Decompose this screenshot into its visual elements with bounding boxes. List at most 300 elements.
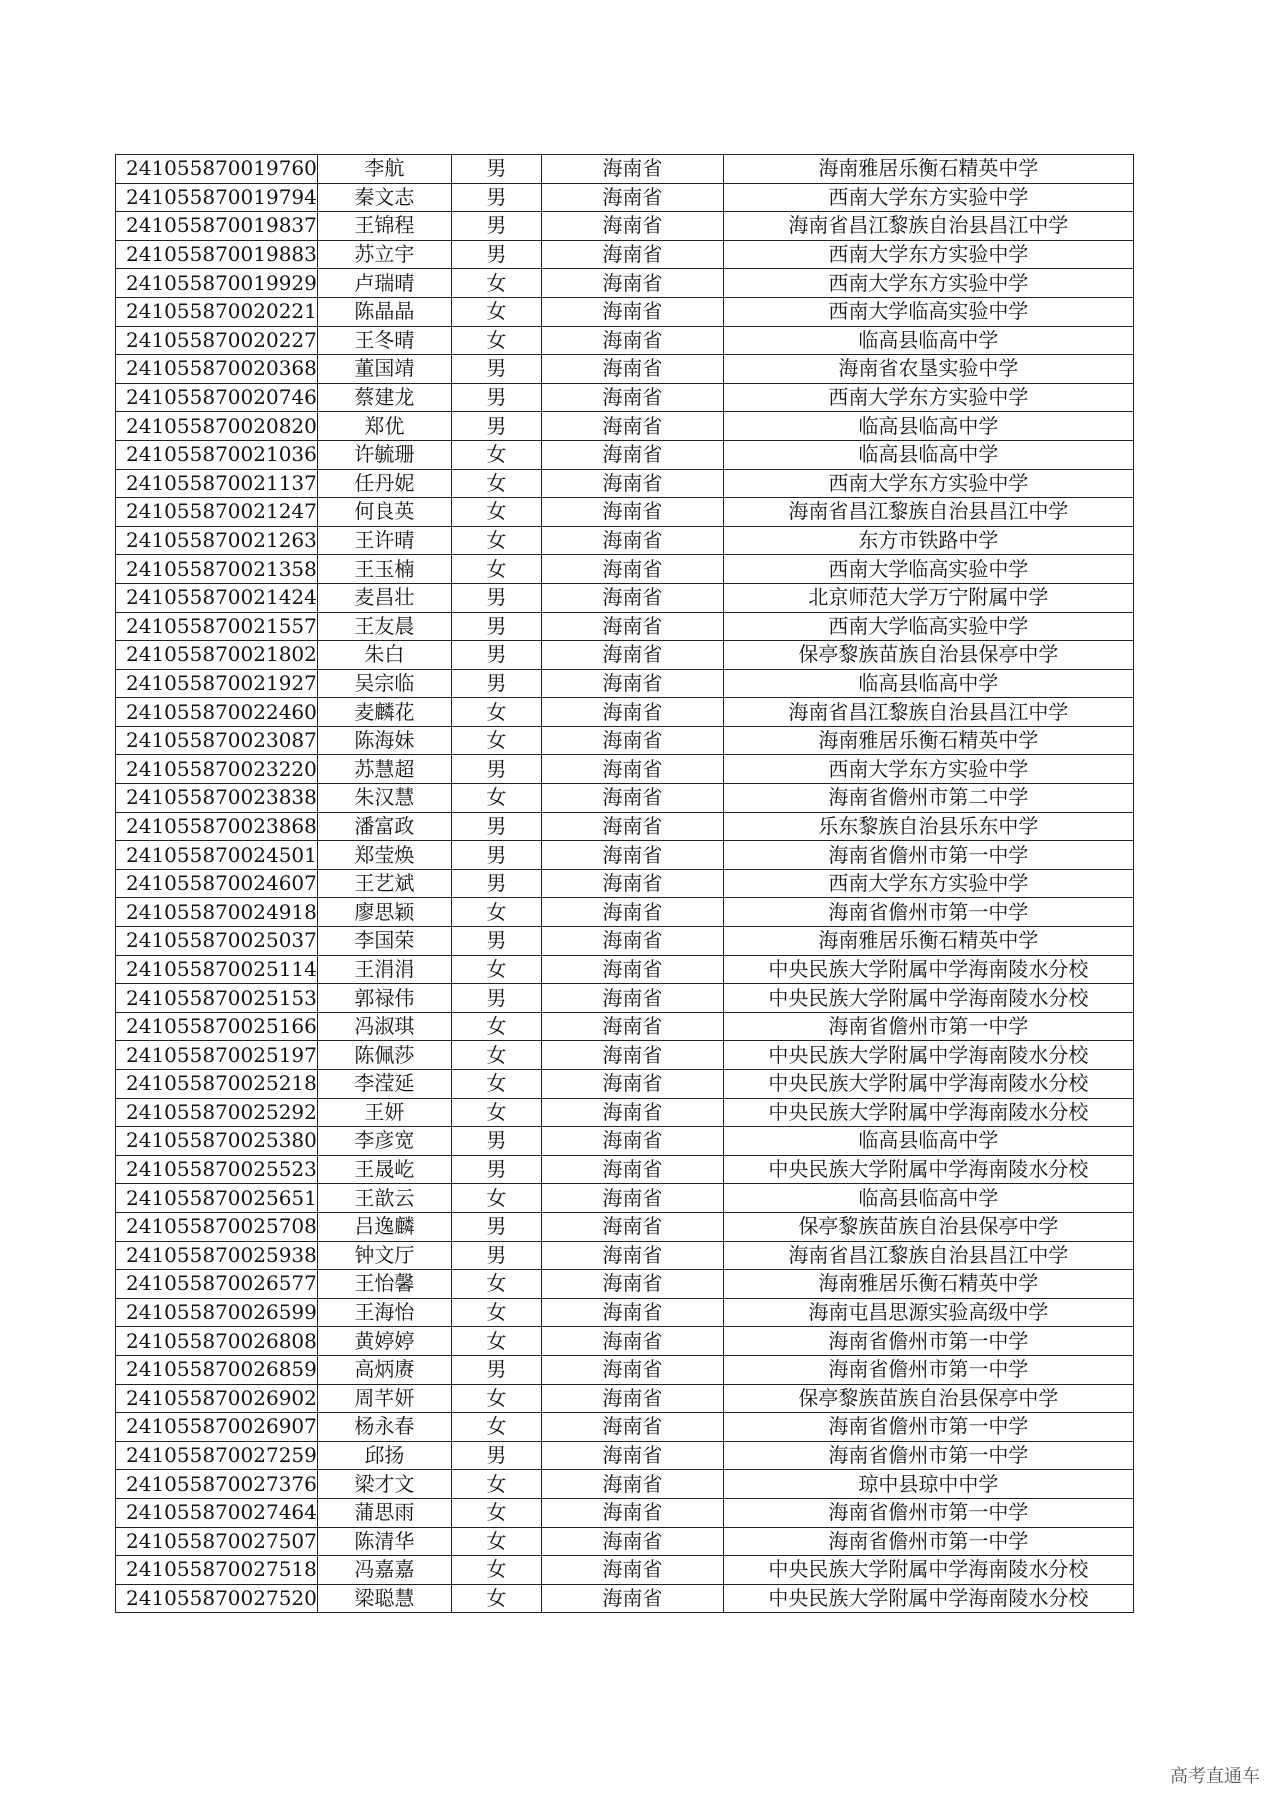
name-cell: 蔡建龙 xyxy=(317,383,451,412)
name-cell: 吴宗临 xyxy=(317,669,451,698)
school-cell: 海南雅居乐衡石精英中学 xyxy=(723,927,1133,956)
gender-cell: 男 xyxy=(451,240,541,269)
gender-cell: 男 xyxy=(451,1241,541,1270)
exam-id-cell: 241055870019760 xyxy=(116,155,318,184)
school-cell: 海南省儋州市第一中学 xyxy=(723,1413,1133,1442)
gender-cell: 女 xyxy=(451,1298,541,1327)
exam-id-cell: 241055870024607 xyxy=(116,869,318,898)
province-cell: 海南省 xyxy=(541,784,723,813)
table-row xyxy=(116,784,1134,813)
table-row xyxy=(116,383,1134,412)
province-cell: 海南省 xyxy=(541,1556,723,1585)
exam-id-cell: 241055870024501 xyxy=(116,841,318,870)
exam-id-cell: 241055870025708 xyxy=(116,1212,318,1241)
school-cell: 临高县临高中学 xyxy=(723,1127,1133,1156)
school-cell: 海南省昌江黎族自治县昌江中学 xyxy=(723,498,1133,527)
exam-id-cell: 241055870023087 xyxy=(116,726,318,755)
name-cell: 冯嘉嘉 xyxy=(317,1556,451,1585)
province-cell: 海南省 xyxy=(541,1127,723,1156)
gender-cell: 女 xyxy=(451,1584,541,1613)
exam-id-cell: 241055870022460 xyxy=(116,698,318,727)
name-cell: 潘富政 xyxy=(317,812,451,841)
table-row xyxy=(116,1355,1134,1384)
table-row xyxy=(116,412,1134,441)
table-row xyxy=(116,1155,1134,1184)
name-cell: 任丹妮 xyxy=(317,469,451,498)
gender-cell: 女 xyxy=(451,555,541,584)
school-cell: 中央民族大学附属中学海南陵水分校 xyxy=(723,1556,1133,1585)
province-cell: 海南省 xyxy=(541,212,723,241)
table-row xyxy=(116,755,1134,784)
province-cell: 海南省 xyxy=(541,927,723,956)
gender-cell: 男 xyxy=(451,1212,541,1241)
exam-id-cell: 241055870026808 xyxy=(116,1327,318,1356)
exam-id-cell: 241055870021247 xyxy=(116,498,318,527)
name-cell: 陈清华 xyxy=(317,1527,451,1556)
school-cell: 西南大学东方实验中学 xyxy=(723,469,1133,498)
exam-id-cell: 241055870021424 xyxy=(116,583,318,612)
table-row xyxy=(116,269,1134,298)
gender-cell: 男 xyxy=(451,155,541,184)
table-row xyxy=(116,1012,1134,1041)
table-row xyxy=(116,612,1134,641)
gender-cell: 女 xyxy=(451,1041,541,1070)
name-cell: 杨永春 xyxy=(317,1413,451,1442)
exam-id-cell: 241055870027376 xyxy=(116,1470,318,1499)
school-cell: 海南省儋州市第一中学 xyxy=(723,898,1133,927)
province-cell: 海南省 xyxy=(541,555,723,584)
name-cell: 黄婷婷 xyxy=(317,1327,451,1356)
table-row xyxy=(116,698,1134,727)
table-row xyxy=(116,812,1134,841)
province-cell: 海南省 xyxy=(541,1070,723,1099)
name-cell: 梁才文 xyxy=(317,1470,451,1499)
gender-cell: 男 xyxy=(451,612,541,641)
exam-id-cell: 241055870020746 xyxy=(116,383,318,412)
exam-id-cell: 241055870021927 xyxy=(116,669,318,698)
gender-cell: 男 xyxy=(451,984,541,1013)
gender-cell: 女 xyxy=(451,1012,541,1041)
gender-cell: 女 xyxy=(451,469,541,498)
name-cell: 陈晶晶 xyxy=(317,297,451,326)
school-cell: 中央民族大学附属中学海南陵水分校 xyxy=(723,1098,1133,1127)
exam-id-cell: 241055870021802 xyxy=(116,641,318,670)
exam-id-cell: 241055870027520 xyxy=(116,1584,318,1613)
name-cell: 王友晨 xyxy=(317,612,451,641)
school-cell: 临高县临高中学 xyxy=(723,669,1133,698)
school-cell: 西南大学东方实验中学 xyxy=(723,869,1133,898)
gender-cell: 男 xyxy=(451,869,541,898)
name-cell: 陈佩莎 xyxy=(317,1041,451,1070)
gender-cell: 女 xyxy=(451,326,541,355)
gender-cell: 女 xyxy=(451,1384,541,1413)
gender-cell: 女 xyxy=(451,1498,541,1527)
province-cell: 海南省 xyxy=(541,1241,723,1270)
gender-cell: 女 xyxy=(451,297,541,326)
province-cell: 海南省 xyxy=(541,1270,723,1299)
exam-id-cell: 241055870026577 xyxy=(116,1270,318,1299)
school-cell: 海南省儋州市第一中学 xyxy=(723,1355,1133,1384)
province-cell: 海南省 xyxy=(541,984,723,1013)
school-cell: 保亭黎族苗族自治县保亭中学 xyxy=(723,641,1133,670)
school-cell: 中央民族大学附属中学海南陵水分校 xyxy=(723,984,1133,1013)
exam-id-cell: 241055870025523 xyxy=(116,1155,318,1184)
table-row xyxy=(116,1327,1134,1356)
name-cell: 王海怡 xyxy=(317,1298,451,1327)
exam-id-cell: 241055870023220 xyxy=(116,755,318,784)
table-row xyxy=(116,927,1134,956)
name-cell: 邱扬 xyxy=(317,1441,451,1470)
name-cell: 陈海妹 xyxy=(317,726,451,755)
school-cell: 保亭黎族苗族自治县保亭中学 xyxy=(723,1384,1133,1413)
name-cell: 卢瑞晴 xyxy=(317,269,451,298)
exam-id-cell: 241055870020820 xyxy=(116,412,318,441)
name-cell: 秦文志 xyxy=(317,183,451,212)
name-cell: 王锦程 xyxy=(317,212,451,241)
exam-id-cell: 241055870019837 xyxy=(116,212,318,241)
table-row xyxy=(116,869,1134,898)
exam-id-cell: 241055870025218 xyxy=(116,1070,318,1099)
province-cell: 海南省 xyxy=(541,698,723,727)
school-cell: 西南大学东方实验中学 xyxy=(723,383,1133,412)
gender-cell: 女 xyxy=(451,726,541,755)
province-cell: 海南省 xyxy=(541,1155,723,1184)
table-row xyxy=(116,1270,1134,1299)
school-cell: 琼中县琼中中学 xyxy=(723,1470,1133,1499)
gender-cell: 女 xyxy=(451,1270,541,1299)
school-cell: 东方市铁路中学 xyxy=(723,526,1133,555)
gender-cell: 男 xyxy=(451,1155,541,1184)
exam-id-cell: 241055870025651 xyxy=(116,1184,318,1213)
name-cell: 蒲思雨 xyxy=(317,1498,451,1527)
school-cell: 海南省农垦实验中学 xyxy=(723,355,1133,384)
school-cell: 北京师范大学万宁附属中学 xyxy=(723,583,1133,612)
roster-table xyxy=(115,154,1134,1613)
name-cell: 王晟屹 xyxy=(317,1155,451,1184)
name-cell: 何良英 xyxy=(317,498,451,527)
exam-id-cell: 241055870021358 xyxy=(116,555,318,584)
table-row xyxy=(116,183,1134,212)
name-cell: 李国荣 xyxy=(317,927,451,956)
gender-cell: 女 xyxy=(451,698,541,727)
province-cell: 海南省 xyxy=(541,412,723,441)
province-cell: 海南省 xyxy=(541,1470,723,1499)
school-cell: 海南省昌江黎族自治县昌江中学 xyxy=(723,698,1133,727)
school-cell: 海南省儋州市第一中学 xyxy=(723,1012,1133,1041)
school-cell: 海南省儋州市第一中学 xyxy=(723,1498,1133,1527)
exam-id-cell: 241055870023868 xyxy=(116,812,318,841)
name-cell: 王许晴 xyxy=(317,526,451,555)
gender-cell: 男 xyxy=(451,212,541,241)
province-cell: 海南省 xyxy=(541,1384,723,1413)
gender-cell: 女 xyxy=(451,1470,541,1499)
exam-id-cell: 241055870019794 xyxy=(116,183,318,212)
table-row xyxy=(116,1298,1134,1327)
exam-id-cell: 241055870021036 xyxy=(116,440,318,469)
province-cell: 海南省 xyxy=(541,1098,723,1127)
exam-id-cell: 241055870027259 xyxy=(116,1441,318,1470)
province-cell: 海南省 xyxy=(541,755,723,784)
school-cell: 临高县临高中学 xyxy=(723,1184,1133,1213)
table-row xyxy=(116,212,1134,241)
gender-cell: 男 xyxy=(451,355,541,384)
province-cell: 海南省 xyxy=(541,1298,723,1327)
exam-id-cell: 241055870019883 xyxy=(116,240,318,269)
school-cell: 西南大学东方实验中学 xyxy=(723,755,1133,784)
gender-cell: 女 xyxy=(451,1184,541,1213)
province-cell: 海南省 xyxy=(541,669,723,698)
exam-id-cell: 241055870021557 xyxy=(116,612,318,641)
gender-cell: 男 xyxy=(451,1355,541,1384)
exam-id-cell: 241055870026599 xyxy=(116,1298,318,1327)
table-row xyxy=(116,1070,1134,1099)
name-cell: 周芊妍 xyxy=(317,1384,451,1413)
gender-cell: 女 xyxy=(451,498,541,527)
table-row xyxy=(116,1498,1134,1527)
exam-id-cell: 241055870025037 xyxy=(116,927,318,956)
school-cell: 海南省儋州市第二中学 xyxy=(723,784,1133,813)
gender-cell: 男 xyxy=(451,641,541,670)
school-cell: 海南省儋州市第一中学 xyxy=(723,841,1133,870)
name-cell: 廖思颖 xyxy=(317,898,451,927)
name-cell: 郑优 xyxy=(317,412,451,441)
province-cell: 海南省 xyxy=(541,1041,723,1070)
province-cell: 海南省 xyxy=(541,526,723,555)
name-cell: 李航 xyxy=(317,155,451,184)
table-row xyxy=(116,355,1134,384)
table-row xyxy=(116,1584,1134,1613)
province-cell: 海南省 xyxy=(541,469,723,498)
school-cell: 海南屯昌思源实验高级中学 xyxy=(723,1298,1133,1327)
exam-id-cell: 241055870027464 xyxy=(116,1498,318,1527)
name-cell: 董国靖 xyxy=(317,355,451,384)
table-row xyxy=(116,1556,1134,1585)
table-row xyxy=(116,1441,1134,1470)
gender-cell: 男 xyxy=(451,927,541,956)
exam-id-cell: 241055870025114 xyxy=(116,955,318,984)
school-cell: 西南大学临高实验中学 xyxy=(723,555,1133,584)
table-row xyxy=(116,326,1134,355)
school-cell: 中央民族大学附属中学海南陵水分校 xyxy=(723,1584,1133,1613)
name-cell: 王歆云 xyxy=(317,1184,451,1213)
gender-cell: 女 xyxy=(451,440,541,469)
province-cell: 海南省 xyxy=(541,355,723,384)
name-cell: 李彦宽 xyxy=(317,1127,451,1156)
name-cell: 李滢延 xyxy=(317,1070,451,1099)
name-cell: 钟文厅 xyxy=(317,1241,451,1270)
table-row xyxy=(116,841,1134,870)
gender-cell: 男 xyxy=(451,583,541,612)
school-cell: 中央民族大学附属中学海南陵水分校 xyxy=(723,955,1133,984)
province-cell: 海南省 xyxy=(541,612,723,641)
exam-id-cell: 241055870025292 xyxy=(116,1098,318,1127)
name-cell: 王妍 xyxy=(317,1098,451,1127)
school-cell: 海南省儋州市第一中学 xyxy=(723,1527,1133,1556)
name-cell: 许毓珊 xyxy=(317,440,451,469)
school-cell: 中央民族大学附属中学海南陵水分校 xyxy=(723,1155,1133,1184)
school-cell: 海南省昌江黎族自治县昌江中学 xyxy=(723,212,1133,241)
province-cell: 海南省 xyxy=(541,297,723,326)
school-cell: 保亭黎族苗族自治县保亭中学 xyxy=(723,1212,1133,1241)
province-cell: 海南省 xyxy=(541,583,723,612)
school-cell: 西南大学东方实验中学 xyxy=(723,269,1133,298)
province-cell: 海南省 xyxy=(541,498,723,527)
province-cell: 海南省 xyxy=(541,383,723,412)
gender-cell: 男 xyxy=(451,812,541,841)
gender-cell: 男 xyxy=(451,412,541,441)
exam-id-cell: 241055870025166 xyxy=(116,1012,318,1041)
exam-id-cell: 241055870025153 xyxy=(116,984,318,1013)
name-cell: 朱汉慧 xyxy=(317,784,451,813)
exam-id-cell: 241055870026859 xyxy=(116,1355,318,1384)
table-row xyxy=(116,1212,1134,1241)
name-cell: 麦麟花 xyxy=(317,698,451,727)
gender-cell: 女 xyxy=(451,1327,541,1356)
province-cell: 海南省 xyxy=(541,1012,723,1041)
school-cell: 西南大学东方实验中学 xyxy=(723,240,1133,269)
gender-cell: 女 xyxy=(451,1098,541,1127)
school-cell: 乐东黎族自治县乐东中学 xyxy=(723,812,1133,841)
exam-id-cell: 241055870026902 xyxy=(116,1384,318,1413)
table-row xyxy=(116,1413,1134,1442)
province-cell: 海南省 xyxy=(541,1184,723,1213)
school-cell: 临高县临高中学 xyxy=(723,412,1133,441)
gender-cell: 男 xyxy=(451,1441,541,1470)
school-cell: 海南雅居乐衡石精英中学 xyxy=(723,726,1133,755)
province-cell: 海南省 xyxy=(541,1413,723,1442)
table-row xyxy=(116,526,1134,555)
province-cell: 海南省 xyxy=(541,726,723,755)
table-row xyxy=(116,240,1134,269)
name-cell: 朱白 xyxy=(317,641,451,670)
province-cell: 海南省 xyxy=(541,240,723,269)
province-cell: 海南省 xyxy=(541,1441,723,1470)
gender-cell: 女 xyxy=(451,269,541,298)
gender-cell: 女 xyxy=(451,1413,541,1442)
province-cell: 海南省 xyxy=(541,1212,723,1241)
school-cell: 西南大学临高实验中学 xyxy=(723,612,1133,641)
province-cell: 海南省 xyxy=(541,155,723,184)
name-cell: 王涓涓 xyxy=(317,955,451,984)
school-cell: 中央民族大学附属中学海南陵水分校 xyxy=(723,1070,1133,1099)
province-cell: 海南省 xyxy=(541,183,723,212)
name-cell: 苏慧超 xyxy=(317,755,451,784)
table-row xyxy=(116,555,1134,584)
province-cell: 海南省 xyxy=(541,1498,723,1527)
table-row xyxy=(116,1241,1134,1270)
gender-cell: 女 xyxy=(451,955,541,984)
school-cell: 西南大学东方实验中学 xyxy=(723,183,1133,212)
province-cell: 海南省 xyxy=(541,1584,723,1613)
gender-cell: 女 xyxy=(451,1556,541,1585)
exam-id-cell: 241055870019929 xyxy=(116,269,318,298)
exam-id-cell: 241055870020221 xyxy=(116,297,318,326)
table-row xyxy=(116,1470,1134,1499)
table-row xyxy=(116,1041,1134,1070)
table-row xyxy=(116,155,1134,184)
gender-cell: 男 xyxy=(451,841,541,870)
name-cell: 郑莹焕 xyxy=(317,841,451,870)
gender-cell: 男 xyxy=(451,383,541,412)
province-cell: 海南省 xyxy=(541,869,723,898)
school-cell: 海南省儋州市第一中学 xyxy=(723,1441,1133,1470)
province-cell: 海南省 xyxy=(541,898,723,927)
school-cell: 海南省儋州市第一中学 xyxy=(723,1327,1133,1356)
gender-cell: 男 xyxy=(451,755,541,784)
school-cell: 临高县临高中学 xyxy=(723,440,1133,469)
name-cell: 吕逸麟 xyxy=(317,1212,451,1241)
gender-cell: 男 xyxy=(451,1127,541,1156)
exam-id-cell: 241055870026907 xyxy=(116,1413,318,1442)
province-cell: 海南省 xyxy=(541,1355,723,1384)
exam-id-cell: 241055870025197 xyxy=(116,1041,318,1070)
school-cell: 海南雅居乐衡石精英中学 xyxy=(723,1270,1133,1299)
table-row xyxy=(116,1527,1134,1556)
school-cell: 临高县临高中学 xyxy=(723,326,1133,355)
name-cell: 冯淑琪 xyxy=(317,1012,451,1041)
table-row xyxy=(116,1184,1134,1213)
table-row xyxy=(116,898,1134,927)
province-cell: 海南省 xyxy=(541,440,723,469)
name-cell: 高炳赓 xyxy=(317,1355,451,1384)
table-row xyxy=(116,498,1134,527)
gender-cell: 男 xyxy=(451,183,541,212)
school-cell: 海南省昌江黎族自治县昌江中学 xyxy=(723,1241,1133,1270)
table-row xyxy=(116,1098,1134,1127)
exam-id-cell: 241055870025380 xyxy=(116,1127,318,1156)
exam-id-cell: 241055870027518 xyxy=(116,1556,318,1585)
table-row xyxy=(116,726,1134,755)
table-row xyxy=(116,1384,1134,1413)
roster-body xyxy=(116,155,1134,1613)
gender-cell: 女 xyxy=(451,898,541,927)
exam-id-cell: 241055870021137 xyxy=(116,469,318,498)
school-cell: 西南大学临高实验中学 xyxy=(723,297,1133,326)
school-cell: 中央民族大学附属中学海南陵水分校 xyxy=(723,1041,1133,1070)
gender-cell: 女 xyxy=(451,1527,541,1556)
province-cell: 海南省 xyxy=(541,326,723,355)
exam-id-cell: 241055870025938 xyxy=(116,1241,318,1270)
name-cell: 王玉楠 xyxy=(317,555,451,584)
name-cell: 苏立宇 xyxy=(317,240,451,269)
province-cell: 海南省 xyxy=(541,841,723,870)
table-row xyxy=(116,583,1134,612)
province-cell: 海南省 xyxy=(541,812,723,841)
name-cell: 郭禄伟 xyxy=(317,984,451,1013)
table-row xyxy=(116,1127,1134,1156)
gender-cell: 女 xyxy=(451,526,541,555)
name-cell: 梁聪慧 xyxy=(317,1584,451,1613)
table-row xyxy=(116,984,1134,1013)
gender-cell: 女 xyxy=(451,784,541,813)
school-cell: 海南雅居乐衡石精英中学 xyxy=(723,155,1133,184)
exam-id-cell: 241055870020227 xyxy=(116,326,318,355)
gender-cell: 女 xyxy=(451,1070,541,1099)
table-row xyxy=(116,440,1134,469)
province-cell: 海南省 xyxy=(541,269,723,298)
name-cell: 王艺斌 xyxy=(317,869,451,898)
province-cell: 海南省 xyxy=(541,641,723,670)
province-cell: 海南省 xyxy=(541,1527,723,1556)
exam-id-cell: 241055870021263 xyxy=(116,526,318,555)
table-row xyxy=(116,641,1134,670)
table-row xyxy=(116,297,1134,326)
province-cell: 海南省 xyxy=(541,955,723,984)
table-row xyxy=(116,955,1134,984)
name-cell: 麦昌壮 xyxy=(317,583,451,612)
exam-id-cell: 241055870027507 xyxy=(116,1527,318,1556)
exam-id-cell: 241055870024918 xyxy=(116,898,318,927)
